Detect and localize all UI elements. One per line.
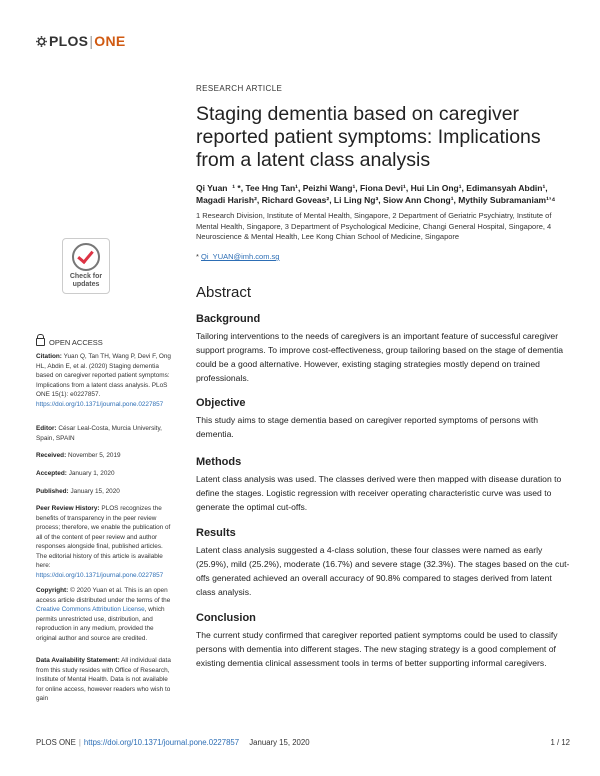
footer-doi-link[interactable]: https://doi.org/10.1371/journal.pone.0227857 [83, 738, 240, 747]
section-methods [196, 456, 570, 514]
page-number: 1 / 12 [550, 738, 570, 747]
section-text: This study aims to stage dementia based on caregiver reported symptoms of persons with dementia. [196, 415, 539, 439]
logo-divider: | [89, 33, 94, 49]
section-objective [196, 397, 570, 441]
check-updates-line1: Check for [69, 273, 103, 280]
data-availability-block [36, 656, 171, 704]
published-block [36, 487, 171, 497]
accepted-block [36, 469, 171, 479]
accepted-label: Accepted: [36, 470, 67, 477]
article-title: Staging dementia based on caregiver reported patient symptoms: Implications from a latent class analysis [196, 103, 541, 171]
affiliations: 1 Research Division, Institute of Mental Health, Singapore, 2 Department of Geriatric Psychiatry, Institute of Mental Health, Singapore, 3 Department of Psychological Medicine, Changi General Hospital, Singapore, 4 Neuroscience & Mental Health, Lee Kong Chian School of Medicine, Singapore [196, 211, 552, 241]
peer-review-block [36, 504, 171, 580]
logo-plos-text: PLOS [49, 33, 89, 49]
peer-review-label: Peer Review History: [36, 505, 100, 512]
page-footer [36, 738, 570, 747]
section-heading: Methods [196, 456, 242, 468]
citation-block [36, 352, 171, 409]
footer-journal: PLOS ONE [36, 738, 76, 747]
authors-text: Qi Yuan ¹ *, Tee Hng Tan¹, Peizhi Wang¹, Fiona Devi¹, Hui Lin Ong¹, Edimansyah Abdin¹, Magadi Harish², Richard Goveas², Li Ling Ng³, Siow Ann Chong¹, Mythily Subramaniam¹ʼ⁴ [196, 183, 556, 205]
received-date: November 5, 2019 [67, 452, 121, 459]
author-list [196, 182, 570, 206]
check-updates-icon [72, 243, 100, 271]
data-availability-label: Data Availability Statement: [36, 657, 120, 664]
section-heading: Results [196, 527, 236, 539]
section-text: Tailoring interventions to the needs of caregivers is an important feature of successful caregiver support programs. To improve cost-effectiveness, group tailoring based on the stage of dementia could be a good alternative. However, existing staging strategies mostly depend on trained professionals. [196, 331, 564, 383]
section-heading: Background [196, 313, 261, 325]
email-marker: * [196, 252, 199, 261]
cc-license-link[interactable]: Creative Commons Attribution License [36, 606, 145, 613]
peer-review-text: PLOS recognizes the benefits of transparency in the peer review process; therefore, we enable the publication of all of the content of peer review and author responses alongside final, published articles. The editorial history of this article is available here: [36, 505, 171, 569]
peer-review-link[interactable]: https://doi.org/10.1371/journal.pone.0227857 [36, 571, 164, 579]
published-date: January 15, 2020 [70, 488, 120, 495]
footer-separator: | [78, 738, 81, 747]
section-heading: Objective [196, 397, 246, 409]
abstract-heading: Abstract [196, 284, 252, 301]
section-text: Latent class analysis suggested a 4-class solution, these four classes were named as early (25.9%), mild (25.2%), moderate (16.7%) and severe stage (32.3%). The stages based on the cut-offs generated achieved an overall accuracy of 90.8% compared to stages derived from latent class analysis. [196, 545, 570, 597]
section-results [196, 527, 570, 599]
section-heading: Conclusion [196, 612, 256, 624]
corresponding-email [196, 252, 570, 261]
section-conclusion [196, 612, 570, 670]
email-link[interactable]: Qi_YUAN@imh.com.sg [201, 252, 280, 261]
footer-date: January 15, 2020 [249, 738, 310, 747]
accepted-date: January 1, 2020 [68, 470, 115, 477]
editor-text: César Leal-Costa, Murcia University, Spain, SPAIN [36, 425, 162, 442]
open-lock-icon [36, 338, 45, 346]
plos-one-logo[interactable] [36, 33, 126, 49]
plos-logo-icon [36, 36, 47, 47]
citation-label: Citation: [36, 353, 62, 360]
section-text: The current study confirmed that caregiver reported patient symptoms could be used to classify persons with dementia into different stages. The new staging strategy is a good complement of existing dementia clinical assessment tools in terms of better supporting informal caregivers. [196, 630, 558, 668]
citation-doi-link[interactable]: https://doi.org/10.1371/journal.pone.0227857 [36, 400, 164, 408]
check-updates-line2: updates [72, 281, 100, 288]
citation-text: Yuan Q, Tan TH, Wang P, Devi F, Ong HL, Abdin E, et al. (2020) Staging dementia based on caregiver reported patient symptoms: Implications from a latent class analysis. PLoS ONE 15(1): e0227857. [36, 353, 171, 398]
data-availability-text: All individual data from this study resides with Office of Research, Institute of Mental Health. Data is not available for online access, however readers who wish to gain [36, 657, 171, 702]
received-label: Received: [36, 452, 67, 459]
logo-one-text: ONE [94, 33, 126, 49]
article-type-label: RESEARCH ARTICLE [196, 84, 283, 93]
editor-label: Editor: [36, 425, 57, 432]
section-background [196, 313, 570, 385]
open-access-label: OPEN ACCESS [49, 338, 103, 347]
check-for-updates-badge[interactable] [62, 238, 110, 294]
open-access-badge [36, 338, 171, 348]
section-text: Latent class analysis was used. The classes derived were then mapped with disease duration to define the stages. Logistic regression with receiver operating characteristic curve was used to generate the optimal cut-offs. [196, 474, 562, 512]
copyright-text-2: , which permits unrestricted use, distribution, and reproduction in any medium, provided the original author and source are credited. [36, 606, 165, 642]
received-block [36, 451, 171, 461]
published-label: Published: [36, 488, 69, 495]
copyright-block [36, 586, 171, 643]
copyright-text: © 2020 Yuan et al. This is an open access article distributed under the terms of the [36, 587, 171, 604]
copyright-label: Copyright: [36, 587, 69, 594]
editor-block [36, 424, 171, 443]
